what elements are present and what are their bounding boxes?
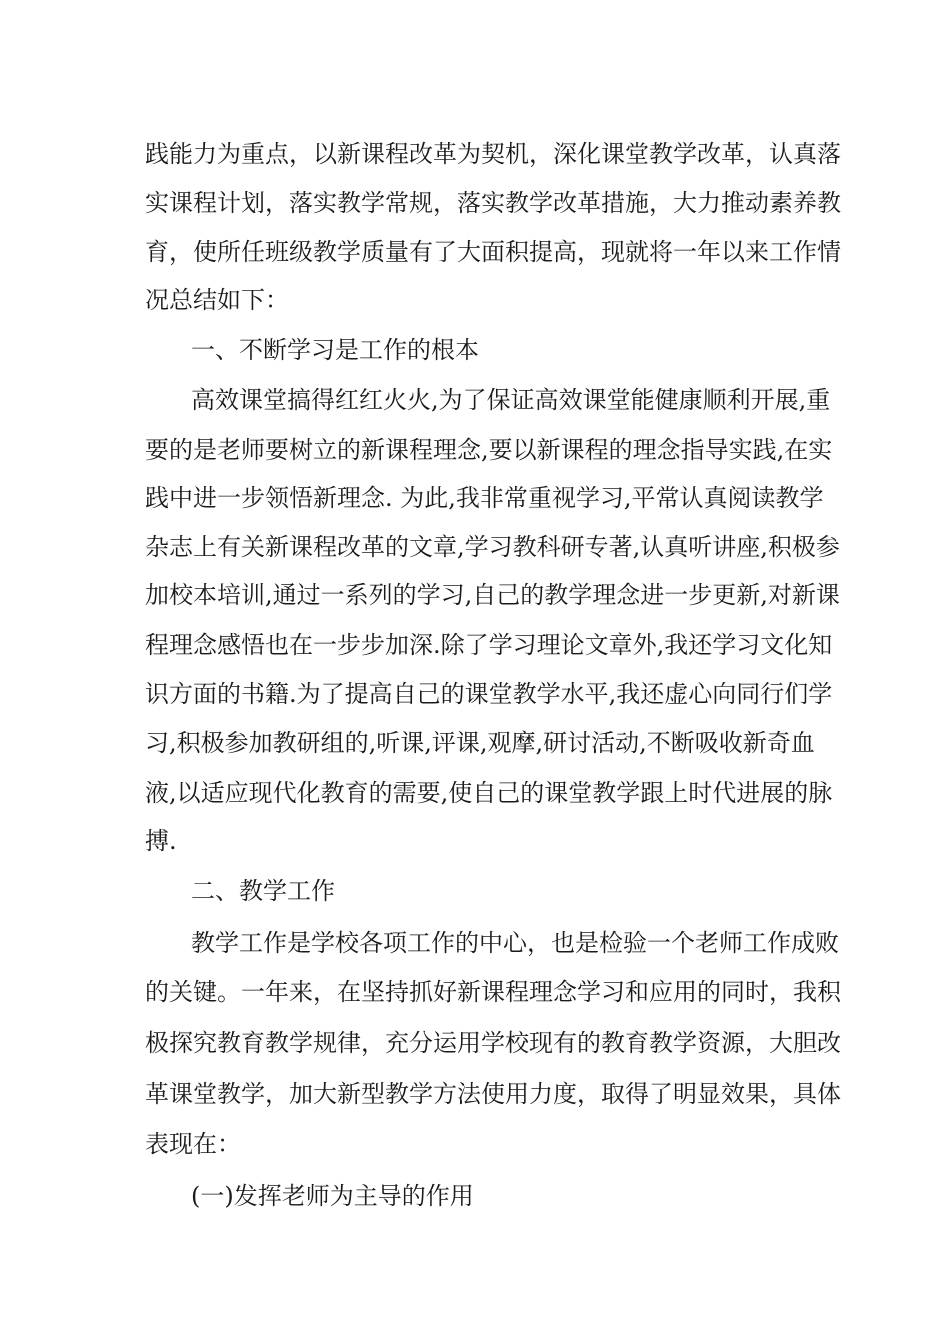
paragraph-line: 识方面的书籍.为了提高自己的课堂教学水平,我还虚心向同行们学 (145, 680, 833, 708)
paragraph-line: 要的是老师要树立的新课程理念,要以新课程的理念指导实践,在实 (145, 436, 833, 464)
paragraph-line: 高效课堂搞得红红火火,为了保证高效课堂能健康顺利开展,重 (191, 386, 831, 414)
section-heading: 二、教学工作 (191, 877, 335, 905)
paragraph-line: 实课程计划，落实教学常规，落实教学改革措施，大力推动素养教 (145, 189, 841, 217)
paragraph-line: 践中进一步领悟新理念. 为此,我非常重视学习,平常认真阅读教学 (145, 484, 824, 512)
paragraph-line: 搏. (145, 827, 177, 855)
paragraph-line: 杂志上有关新课程改革的文章,学习教科研专著,认真听讲座,积极参 (145, 533, 840, 561)
paragraph-line: 极探究教育教学规律，充分运用学校现有的教育教学资源，大胆改 (145, 1029, 841, 1057)
paragraph-line: 育，使所任班级教学质量有了大面积提高，现就将一年以来工作情 (145, 238, 841, 266)
paragraph-line: 程理念感悟也在一步步加深.除了学习理论文章外,我还学习文化知 (145, 631, 833, 659)
paragraph-line: 教学工作是学校各项工作的中心，也是检验一个老师工作成败 (191, 929, 839, 957)
paragraph-line: 液,以适应现代化教育的需要,使自己的课堂教学跟上时代进展的脉 (145, 779, 833, 807)
paragraph-line: 革课堂教学，加大新型教学方法使用力度，取得了明显效果，具体 (145, 1080, 841, 1108)
sub-heading: (一)发挥老师为主导的作用 (191, 1182, 474, 1210)
paragraph-line: 的关键。一年来，在坚持抓好新课程理念学习和应用的同时，我积 (145, 978, 841, 1006)
paragraph-line: 况总结如下： (145, 286, 289, 314)
paragraph-line: 践能力为重点，以新课程改革为契机，深化课堂教学改革，认真落 (145, 140, 841, 168)
paragraph-line: 习,积极参加教研组的,听课,评课,观摩,研讨活动,不断吸收新奇血 (145, 729, 815, 757)
paragraph-line: 表现在： (145, 1130, 241, 1158)
section-heading: 一、不断学习是工作的根本 (191, 336, 479, 364)
paragraph-line: 加校本培训,通过一系列的学习,自己的教学理念进一步更新,对新课 (145, 581, 840, 609)
